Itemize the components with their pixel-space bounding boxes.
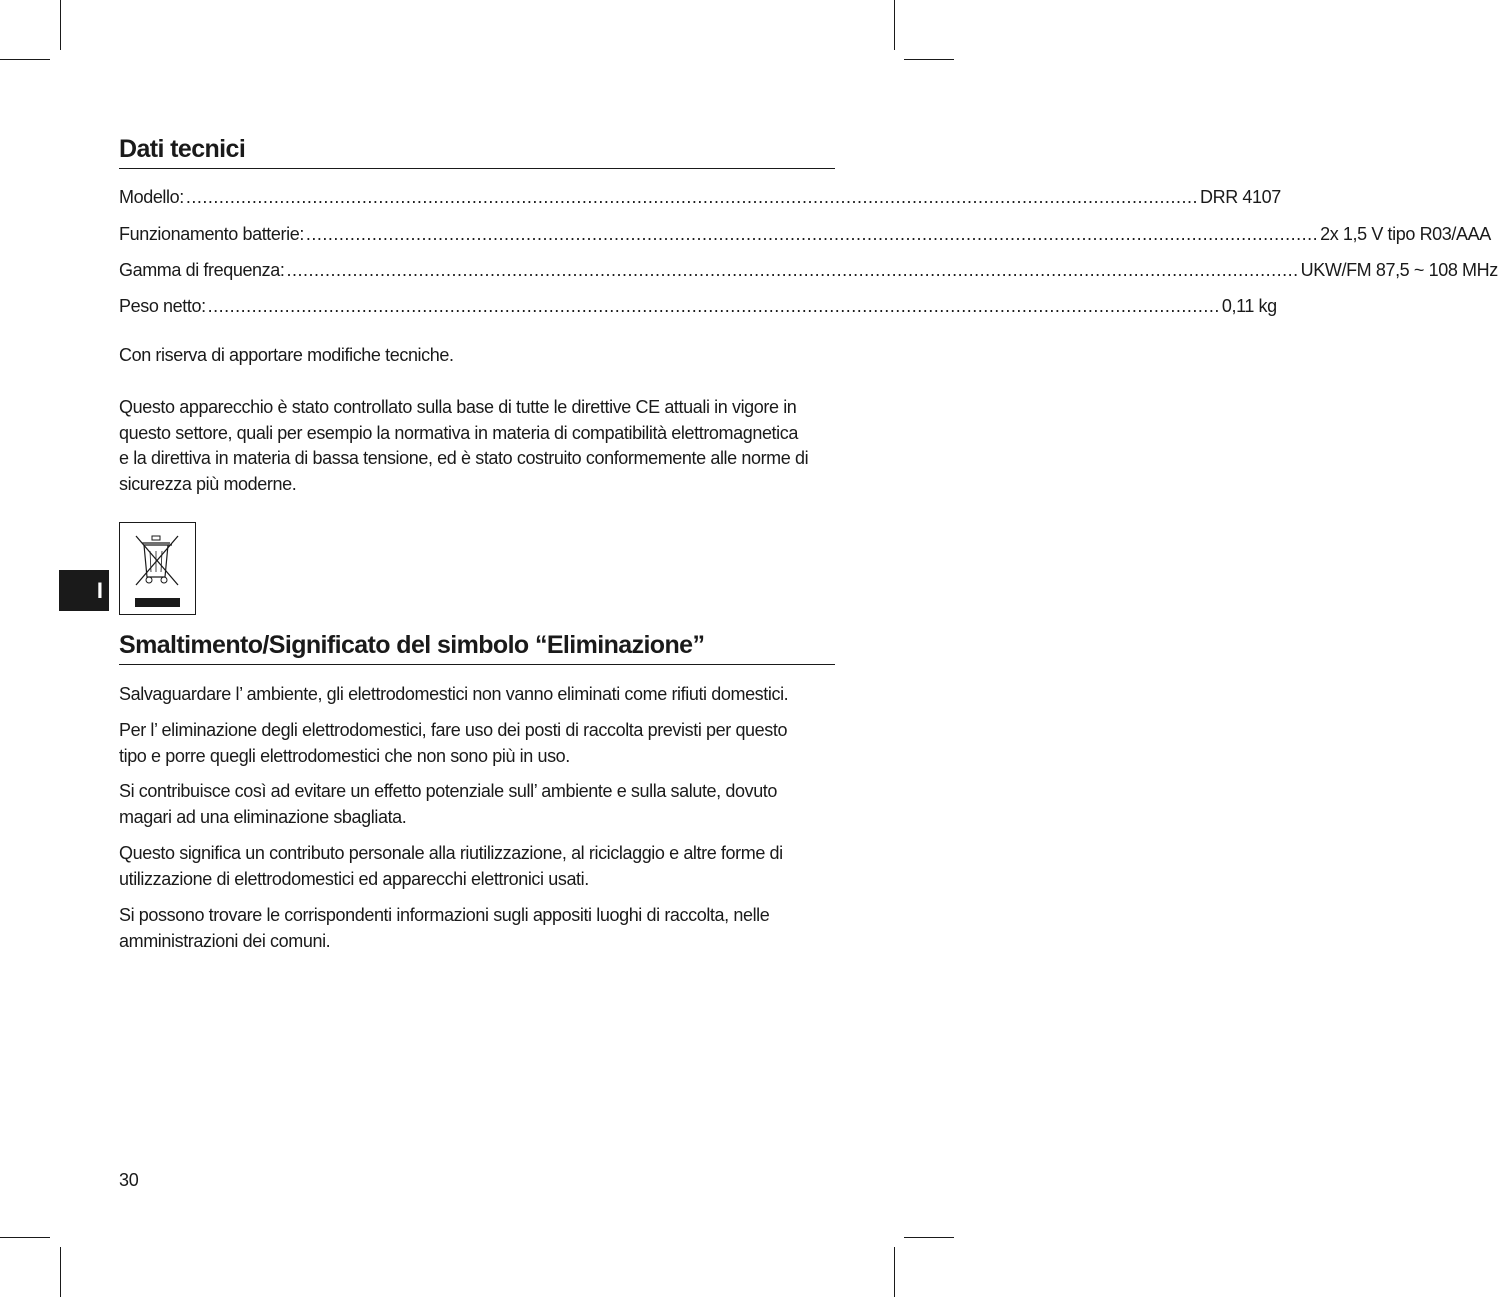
disposal-paragraph-5 — [119, 903, 835, 954]
paragraph-line: Si possono trovare le corrispondenti informazioni sugli appositi luoghi di raccolta, nelle — [119, 905, 770, 925]
language-tab: I — [59, 570, 109, 611]
spec-row-frequency — [119, 258, 1498, 282]
crop-mark — [904, 59, 954, 60]
disposal-paragraph-4 — [119, 841, 835, 892]
weee-symbol-box — [119, 522, 196, 615]
spec-row-batteries — [119, 222, 1491, 246]
ce-line: sicurezza più moderne. — [119, 473, 297, 494]
disposal-paragraph-3 — [119, 779, 835, 830]
leader-dots: ........................................................................................................................................................................................ — [286, 260, 1299, 280]
paragraph-line: tipo e porre quegli elettrodomestici che non sono più in uso. — [119, 745, 570, 766]
ce-line: questo settore, quali per esempio la normativa in materia di compatibilità elettromagnetica — [119, 422, 798, 443]
crop-mark — [0, 1237, 50, 1238]
crop-mark — [894, 1247, 895, 1297]
disposal-paragraph-1: Salvaguardare l’ ambiente, gli elettrodomestici non vanno eliminati come rifiuti domestici. — [119, 684, 789, 704]
spec-label: Modello: — [119, 187, 184, 207]
crop-mark — [0, 59, 50, 60]
disposal-heading: Smaltimento/Significato del simbolo “Eliminazione” — [119, 630, 835, 665]
spec-label: Peso netto: — [119, 296, 206, 316]
spec-value: 2x 1,5 V tipo R03/AAA — [1320, 224, 1491, 244]
crop-mark — [904, 1237, 954, 1238]
paragraph-line: magari ad una eliminazione sbagliata. — [119, 806, 407, 827]
ce-line: Questo apparecchio è stato controllato sulla base di tutte le direttive CE attuali in vigore in — [119, 397, 797, 417]
crop-mark — [894, 0, 895, 50]
spec-row-model — [119, 185, 1281, 209]
leader-dots: ........................................................................................................................................................................................ — [305, 224, 1319, 244]
spec-value: DRR 4107 — [1200, 187, 1281, 207]
tech-data-heading: Dati tecnici — [119, 134, 835, 169]
leader-dots: ........................................................................................................................................................................................ — [185, 187, 1199, 207]
paragraph-line: utilizzazione di elettrodomestici ed apparecchi elettronici usati. — [119, 868, 589, 889]
paragraph-line: amministrazioni dei comuni. — [119, 930, 331, 951]
crossed-out-wheelie-bin-icon — [120, 523, 194, 613]
spec-label: Funzionamento batterie: — [119, 224, 304, 244]
ce-line: e la direttiva in materia di bassa tensione, ed è stato costruito conformemente alle norme di — [119, 448, 809, 468]
spec-label: Gamma di frequenza: — [119, 260, 285, 280]
leader-dots: ........................................................................................................................................................................................ — [207, 296, 1220, 316]
reserve-note: Con riserva di apportare modifiche tecniche. — [119, 345, 454, 365]
paragraph-line: Si contribuisce così ad evitare un effetto potenziale sull’ ambiente e sulla salute, dovuto — [119, 781, 778, 801]
page-number: 30 — [119, 1170, 139, 1190]
ce-paragraph — [119, 395, 835, 497]
paragraph-line: Per l’ eliminazione degli elettrodomestici, fare uso dei posti di raccolta previsti per questo — [119, 720, 788, 740]
spec-value: UKW/FM 87,5 ~ 108 MHz — [1300, 260, 1498, 280]
spec-value: 0,11 kg — [1221, 296, 1277, 316]
paragraph-line: Questo significa un contributo personale alla riutilizzazione, al riciclaggio e altre forme di — [119, 843, 783, 863]
crop-mark — [60, 0, 61, 50]
spec-row-weight — [119, 294, 1277, 318]
disposal-paragraph-2 — [119, 718, 835, 769]
crop-mark — [60, 1247, 61, 1297]
